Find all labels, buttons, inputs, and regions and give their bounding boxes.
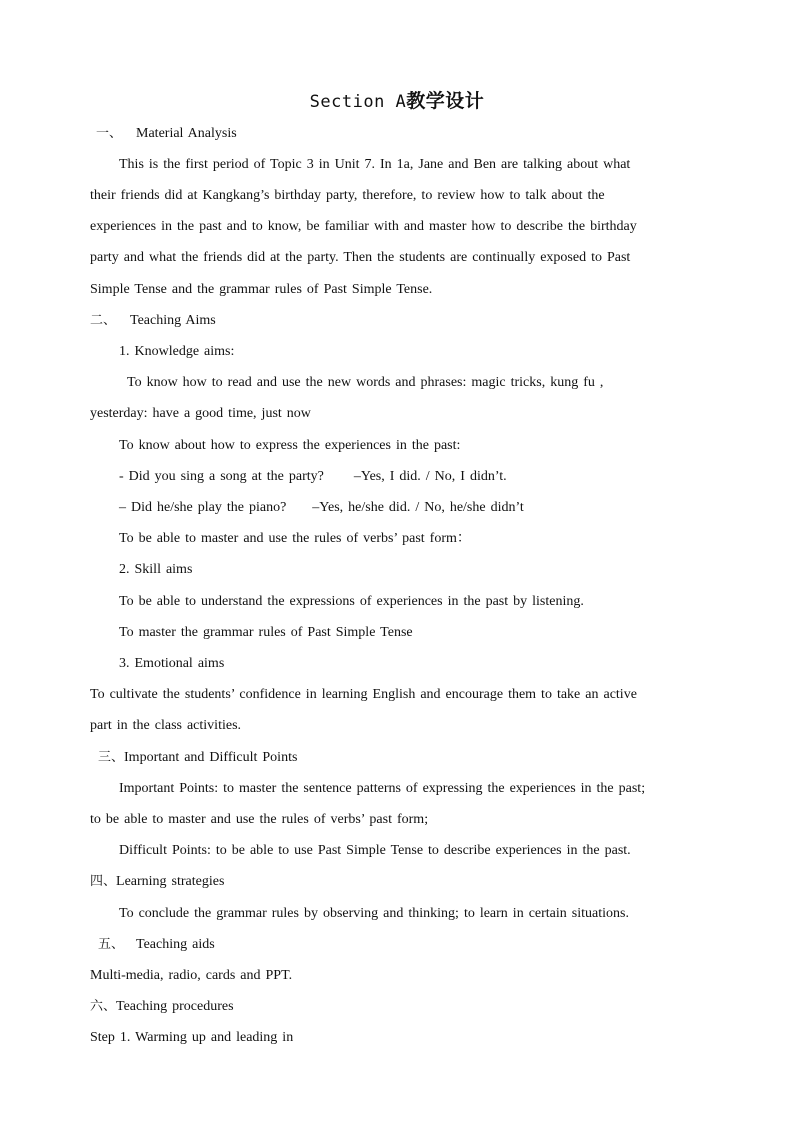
section-label: Important and Difficult Points xyxy=(124,750,298,765)
paragraph-line: Simple Tense and the grammar rules of Past Simple Tense. xyxy=(90,282,433,297)
paragraph-line: To master the grammar rules of Past Simple Tense xyxy=(119,625,413,640)
section-label: Material Analysis xyxy=(136,126,237,141)
section-heading-teaching-aims xyxy=(90,312,216,330)
example-answer: –Yes, he/she did. / No, he/she didn’t xyxy=(312,500,524,515)
section-number: 四、 xyxy=(90,874,117,889)
paragraph-line: party and what the friends did at the party. Then the students are continually exposed to Past xyxy=(90,250,631,265)
section-heading-learning-strategies xyxy=(90,873,224,891)
section-number: 一、 xyxy=(96,126,123,141)
example-answer: –Yes, I did. / No, I didn’t. xyxy=(353,469,507,484)
section-number: 六、 xyxy=(90,999,117,1014)
example-question: - Did you sing a song at the party? xyxy=(119,469,324,484)
paragraph-line: to be able to master and use the rules of verbs’ past form; xyxy=(90,812,429,827)
paragraph-line: To be able to understand the expressions of experiences in the past by listening. xyxy=(119,594,584,609)
example-question: – Did he/she play the piano? xyxy=(119,500,287,515)
title-cjk: 教学设计 xyxy=(406,90,485,112)
example-dialogue-1 xyxy=(119,468,507,486)
knowledge-aims-heading: 1. Knowledge aims: xyxy=(119,344,235,359)
paragraph-line: Difficult Points: to be able to use Past Simple Tense to describe experiences in the past. xyxy=(119,843,631,858)
section-number: 五、 xyxy=(98,937,125,952)
skill-aims-heading: 2. Skill aims xyxy=(119,562,193,577)
section-heading-important-difficult-points xyxy=(98,749,297,767)
paragraph-line: part in the class activities. xyxy=(90,718,242,733)
section-label: Teaching procedures xyxy=(116,999,234,1014)
section-label: Teaching Aims xyxy=(130,313,216,328)
paragraph-line: To know about how to express the experiences in the past: xyxy=(119,438,461,453)
title-latin: Section A xyxy=(309,92,407,112)
example-dialogue-2 xyxy=(119,499,524,517)
paragraph-line: their friends did at Kangkang’s birthday party, therefore, to review how to talk about the xyxy=(90,188,605,203)
emotional-aims-heading: 3. Emotional aims xyxy=(119,656,225,671)
paragraph-line: experiences in the past and to know, be familiar with and master how to describe the birthday xyxy=(90,219,637,234)
paragraph-line: Multi-media, radio, cards and PPT. xyxy=(90,968,293,983)
section-label: Teaching aids xyxy=(136,937,215,952)
section-number: 二、 xyxy=(90,313,117,328)
paragraph-line: yesterday: have a good time, just now xyxy=(90,406,311,421)
section-heading-teaching-aids xyxy=(98,936,215,954)
paragraph-line: To know how to read and use the new words and phrases: magic tricks, kung fu , xyxy=(127,375,604,390)
paragraph-line: Important Points: to master the sentence patterns of expressing the experiences in the past; xyxy=(119,781,646,796)
section-number: 三、 xyxy=(98,750,125,765)
section-heading-material-analysis xyxy=(96,125,237,143)
paragraph-line: To cultivate the students’ confidence in learning English and encourage them to take an active xyxy=(90,687,637,702)
paragraph-line: To conclude the grammar rules by observing and thinking; to learn in certain situations. xyxy=(119,906,629,921)
step-heading: Step 1. Warming up and leading in xyxy=(90,1030,294,1045)
section-label: Learning strategies xyxy=(116,874,225,889)
section-heading-teaching-procedures xyxy=(90,998,234,1016)
paragraph-line: To be able to master and use the rules of verbs’ past form： xyxy=(119,531,471,546)
paragraph-line: This is the first period of Topic 3 in Unit 7. In 1a, Jane and Ben are talking about what xyxy=(119,157,631,172)
page-title xyxy=(0,86,794,113)
